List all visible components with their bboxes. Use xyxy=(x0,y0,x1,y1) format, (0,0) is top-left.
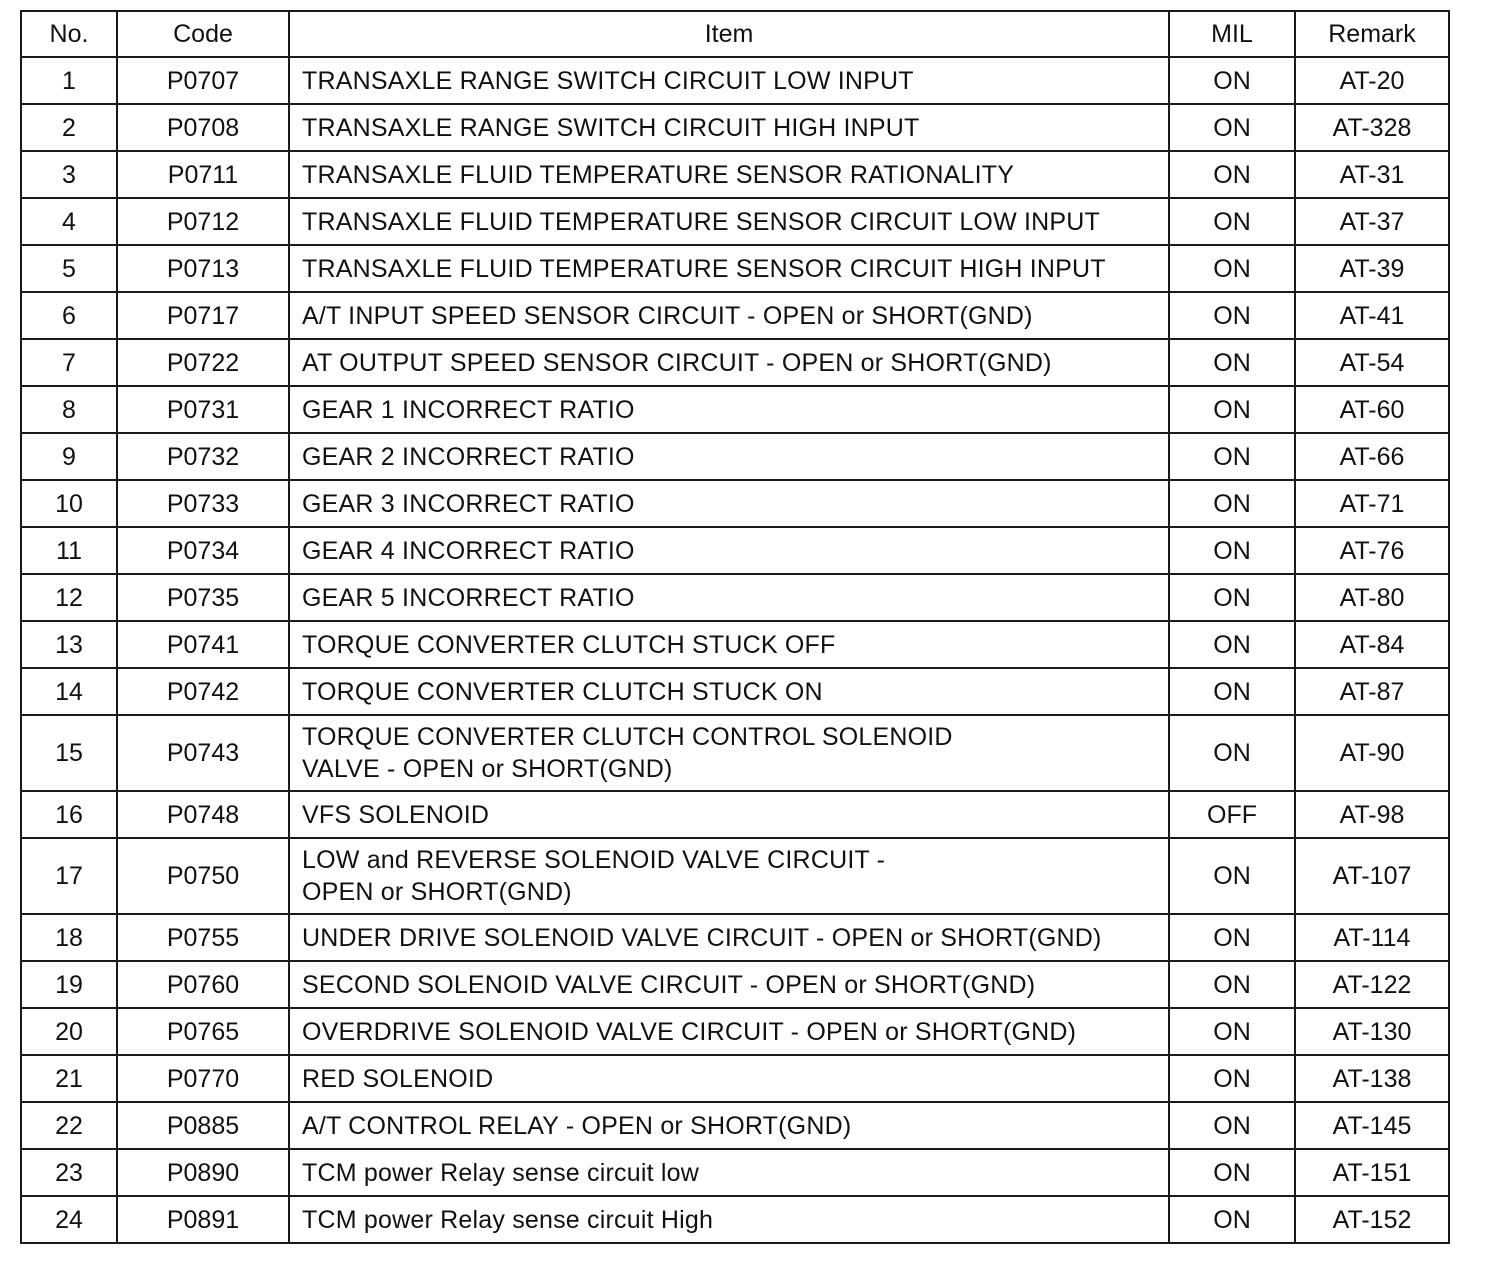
cell-code: P0741 xyxy=(117,621,289,668)
cell-no: 9 xyxy=(21,433,117,480)
cell-remark: AT-145 xyxy=(1295,1102,1449,1149)
table-row xyxy=(21,791,1449,838)
table-row xyxy=(21,292,1449,339)
cell-mil: ON xyxy=(1169,480,1295,527)
cell-mil: ON xyxy=(1169,1196,1295,1243)
cell-mil: ON xyxy=(1169,574,1295,621)
cell-code: P0743 xyxy=(117,715,289,791)
cell-mil: ON xyxy=(1169,198,1295,245)
cell-code: P0717 xyxy=(117,292,289,339)
cell-item: TRANSAXLE FLUID TEMPERATURE SENSOR CIRCUIT LOW INPUT xyxy=(289,198,1169,245)
table-row xyxy=(21,57,1449,104)
cell-code: P0711 xyxy=(117,151,289,198)
cell-remark: AT-152 xyxy=(1295,1196,1449,1243)
cell-no: 6 xyxy=(21,292,117,339)
cell-mil: ON xyxy=(1169,527,1295,574)
cell-item: GEAR 5 INCORRECT RATIO xyxy=(289,574,1169,621)
cell-code: P0734 xyxy=(117,527,289,574)
cell-item: UNDER DRIVE SOLENOID VALVE CIRCUIT - OPEN or SHORT(GND) xyxy=(289,914,1169,961)
cell-code: P0712 xyxy=(117,198,289,245)
cell-code: P0760 xyxy=(117,961,289,1008)
cell-item: GEAR 3 INCORRECT RATIO xyxy=(289,480,1169,527)
cell-item: TRANSAXLE RANGE SWITCH CIRCUIT LOW INPUT xyxy=(289,57,1169,104)
cell-item: SECOND SOLENOID VALVE CIRCUIT - OPEN or SHORT(GND) xyxy=(289,961,1169,1008)
cell-code: P0748 xyxy=(117,791,289,838)
cell-remark: AT-98 xyxy=(1295,791,1449,838)
cell-no: 20 xyxy=(21,1008,117,1055)
cell-remark: AT-66 xyxy=(1295,433,1449,480)
cell-remark: AT-20 xyxy=(1295,57,1449,104)
table-row xyxy=(21,245,1449,292)
cell-item: RED SOLENOID xyxy=(289,1055,1169,1102)
table-body xyxy=(21,57,1449,1243)
table-row xyxy=(21,198,1449,245)
cell-remark: AT-138 xyxy=(1295,1055,1449,1102)
cell-no: 19 xyxy=(21,961,117,1008)
table-row xyxy=(21,339,1449,386)
cell-no: 1 xyxy=(21,57,117,104)
cell-item: TCM power Relay sense circuit High xyxy=(289,1196,1169,1243)
cell-mil: ON xyxy=(1169,57,1295,104)
cell-mil: ON xyxy=(1169,1008,1295,1055)
cell-item: TRANSAXLE FLUID TEMPERATURE SENSOR CIRCUIT HIGH INPUT xyxy=(289,245,1169,292)
cell-code: P0770 xyxy=(117,1055,289,1102)
cell-mil: ON xyxy=(1169,433,1295,480)
cell-mil: ON xyxy=(1169,151,1295,198)
table-row xyxy=(21,386,1449,433)
table-row xyxy=(21,527,1449,574)
cell-remark: AT-114 xyxy=(1295,914,1449,961)
cell-no: 21 xyxy=(21,1055,117,1102)
cell-remark: AT-328 xyxy=(1295,104,1449,151)
table-row xyxy=(21,838,1449,914)
cell-code: P0731 xyxy=(117,386,289,433)
cell-code: P0755 xyxy=(117,914,289,961)
cell-item: TORQUE CONVERTER CLUTCH STUCK ON xyxy=(289,668,1169,715)
cell-item: TRANSAXLE FLUID TEMPERATURE SENSOR RATIONALITY xyxy=(289,151,1169,198)
cell-mil: ON xyxy=(1169,961,1295,1008)
header-mil: MIL xyxy=(1169,11,1295,57)
cell-remark: AT-122 xyxy=(1295,961,1449,1008)
table-row xyxy=(21,1102,1449,1149)
cell-remark: AT-90 xyxy=(1295,715,1449,791)
cell-item: AT OUTPUT SPEED SENSOR CIRCUIT - OPEN or SHORT(GND) xyxy=(289,339,1169,386)
cell-mil: ON xyxy=(1169,386,1295,433)
cell-code: P0890 xyxy=(117,1149,289,1196)
cell-no: 4 xyxy=(21,198,117,245)
cell-no: 11 xyxy=(21,527,117,574)
cell-item: LOW and REVERSE SOLENOID VALVE CIRCUIT - OPEN or SHORT(GND) xyxy=(289,838,1169,914)
cell-remark: AT-107 xyxy=(1295,838,1449,914)
cell-item: TORQUE CONVERTER CLUTCH CONTROL SOLENOID VALVE - OPEN or SHORT(GND) xyxy=(289,715,1169,791)
cell-code: P0732 xyxy=(117,433,289,480)
cell-no: 22 xyxy=(21,1102,117,1149)
cell-remark: AT-151 xyxy=(1295,1149,1449,1196)
table-row xyxy=(21,715,1449,791)
dtc-table xyxy=(20,10,1450,1244)
cell-code: P0765 xyxy=(117,1008,289,1055)
cell-no: 18 xyxy=(21,914,117,961)
cell-item: A/T CONTROL RELAY - OPEN or SHORT(GND) xyxy=(289,1102,1169,1149)
header-no: No. xyxy=(21,11,117,57)
cell-remark: AT-41 xyxy=(1295,292,1449,339)
cell-code: P0708 xyxy=(117,104,289,151)
cell-code: P0735 xyxy=(117,574,289,621)
table-row xyxy=(21,151,1449,198)
cell-no: 8 xyxy=(21,386,117,433)
cell-mil: ON xyxy=(1169,914,1295,961)
cell-no: 3 xyxy=(21,151,117,198)
cell-mil: OFF xyxy=(1169,791,1295,838)
cell-item: TORQUE CONVERTER CLUTCH STUCK OFF xyxy=(289,621,1169,668)
cell-remark: AT-39 xyxy=(1295,245,1449,292)
cell-no: 7 xyxy=(21,339,117,386)
cell-mil: ON xyxy=(1169,715,1295,791)
cell-mil: ON xyxy=(1169,292,1295,339)
table-row xyxy=(21,1055,1449,1102)
cell-no: 13 xyxy=(21,621,117,668)
table-row xyxy=(21,1008,1449,1055)
cell-remark: AT-71 xyxy=(1295,480,1449,527)
table-row xyxy=(21,1149,1449,1196)
table-row xyxy=(21,433,1449,480)
cell-item: TRANSAXLE RANGE SWITCH CIRCUIT HIGH INPUT xyxy=(289,104,1169,151)
cell-code: P0891 xyxy=(117,1196,289,1243)
table-row xyxy=(21,668,1449,715)
cell-mil: ON xyxy=(1169,838,1295,914)
cell-code: P0707 xyxy=(117,57,289,104)
cell-item: GEAR 2 INCORRECT RATIO xyxy=(289,433,1169,480)
cell-item: GEAR 1 INCORRECT RATIO xyxy=(289,386,1169,433)
cell-remark: AT-80 xyxy=(1295,574,1449,621)
cell-no: 14 xyxy=(21,668,117,715)
table-row xyxy=(21,1196,1449,1243)
cell-remark: AT-31 xyxy=(1295,151,1449,198)
cell-mil: ON xyxy=(1169,1102,1295,1149)
cell-item: GEAR 4 INCORRECT RATIO xyxy=(289,527,1169,574)
cell-remark: AT-54 xyxy=(1295,339,1449,386)
cell-item: A/T INPUT SPEED SENSOR CIRCUIT - OPEN or SHORT(GND) xyxy=(289,292,1169,339)
cell-no: 10 xyxy=(21,480,117,527)
cell-remark: AT-37 xyxy=(1295,198,1449,245)
cell-code: P0742 xyxy=(117,668,289,715)
header-item: Item xyxy=(289,11,1169,57)
cell-mil: ON xyxy=(1169,621,1295,668)
header-remark: Remark xyxy=(1295,11,1449,57)
table-row xyxy=(21,961,1449,1008)
cell-remark: AT-87 xyxy=(1295,668,1449,715)
cell-code: P0713 xyxy=(117,245,289,292)
cell-item: TCM power Relay sense circuit low xyxy=(289,1149,1169,1196)
cell-no: 23 xyxy=(21,1149,117,1196)
cell-no: 5 xyxy=(21,245,117,292)
cell-no: 2 xyxy=(21,104,117,151)
cell-mil: ON xyxy=(1169,104,1295,151)
table-row xyxy=(21,621,1449,668)
cell-no: 16 xyxy=(21,791,117,838)
cell-remark: AT-60 xyxy=(1295,386,1449,433)
table-header-row xyxy=(21,11,1449,57)
table-row xyxy=(21,914,1449,961)
cell-remark: AT-84 xyxy=(1295,621,1449,668)
cell-mil: ON xyxy=(1169,668,1295,715)
cell-no: 24 xyxy=(21,1196,117,1243)
cell-code: P0885 xyxy=(117,1102,289,1149)
cell-no: 17 xyxy=(21,838,117,914)
cell-mil: ON xyxy=(1169,339,1295,386)
document-page xyxy=(20,10,1448,1244)
header-code: Code xyxy=(117,11,289,57)
cell-code: P0750 xyxy=(117,838,289,914)
cell-code: P0733 xyxy=(117,480,289,527)
table-row xyxy=(21,574,1449,621)
cell-mil: ON xyxy=(1169,1055,1295,1102)
cell-mil: ON xyxy=(1169,245,1295,292)
table-row xyxy=(21,480,1449,527)
cell-code: P0722 xyxy=(117,339,289,386)
cell-item: OVERDRIVE SOLENOID VALVE CIRCUIT - OPEN or SHORT(GND) xyxy=(289,1008,1169,1055)
cell-no: 12 xyxy=(21,574,117,621)
cell-no: 15 xyxy=(21,715,117,791)
cell-mil: ON xyxy=(1169,1149,1295,1196)
table-row xyxy=(21,104,1449,151)
cell-remark: AT-130 xyxy=(1295,1008,1449,1055)
cell-item: VFS SOLENOID xyxy=(289,791,1169,838)
cell-remark: AT-76 xyxy=(1295,527,1449,574)
